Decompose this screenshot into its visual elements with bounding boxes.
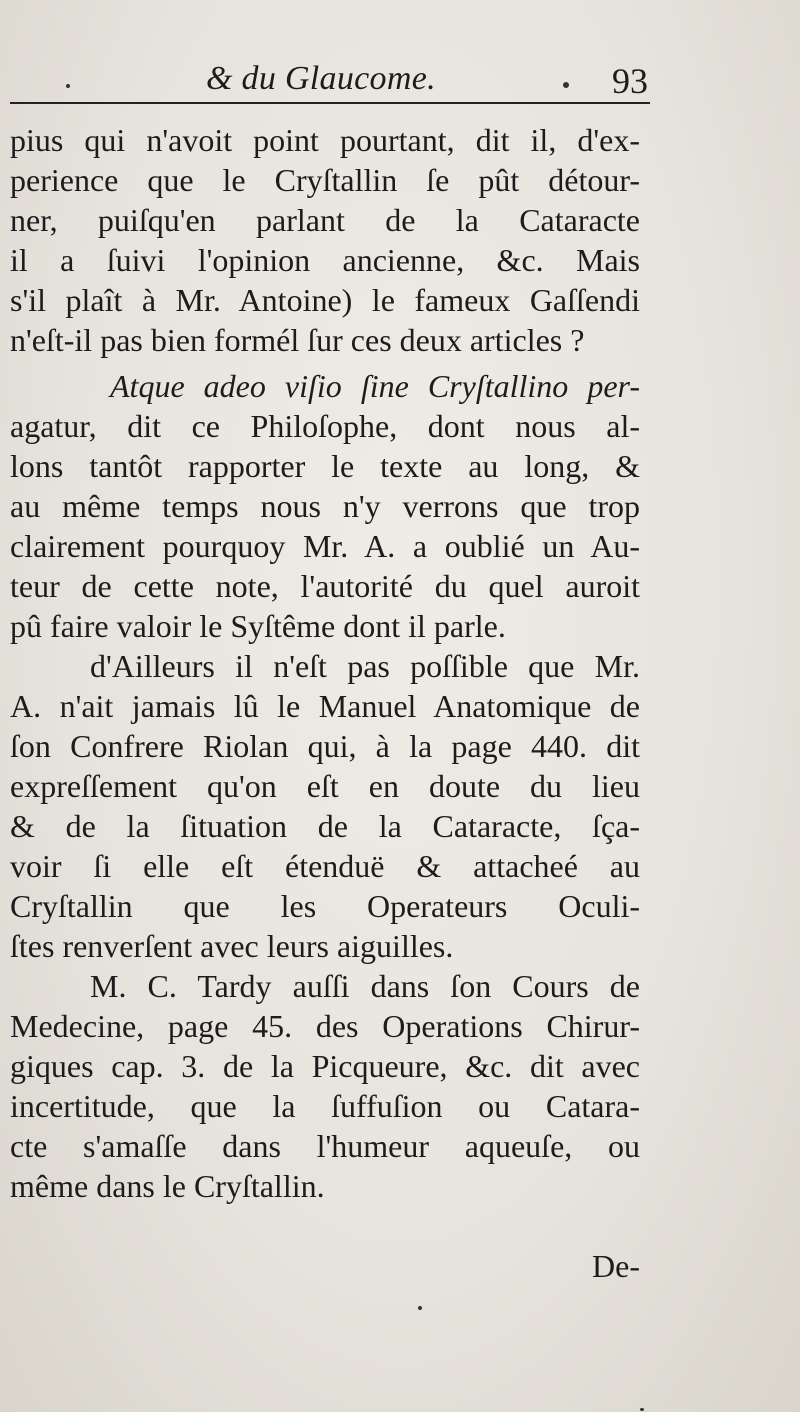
paper-speck [418,1306,422,1310]
paper-speck [563,82,569,88]
text-line: n'eſt-il pas bien formél ſur ces deux articles ? [10,322,585,358]
text-line: teur de cette note, l'autorité du quel auroit [10,568,640,604]
header-rule [10,102,650,104]
text-line: giques cap. 3. de la Picqueure, &c. dit avec [10,1048,640,1084]
text-line: s'il plaît à Mr. Antoine) le fameux Gaſſendi [10,282,640,318]
text-line: ſon Confrere Riolan qui, à la page 440. dit [10,728,640,764]
text-line: ner, puiſqu'en parlant de la Cataracte [10,202,640,238]
text-line: pû faire valoir le Syſtême dont il parle. [10,608,506,644]
text-line: d'Ailleurs il n'eſt pas poſſible que Mr. [90,648,640,684]
text-line [10,366,640,406]
text-line: lons tantôt rapporter le texte au long, & [10,448,640,484]
text-line: même dans le Cryſtallin. [10,1168,325,1204]
text-line: Cryſtallin que les Operateurs Oculi- [10,888,640,924]
text-line: voir ſi elle eſt étenduë & attacheé au [10,848,640,884]
text-line: & de la ſituation de la Cataracte, ſça- [10,808,640,844]
text-line: au même temps nous n'y verrons que trop [10,488,640,524]
text-line: clairement pourquoy Mr. A. a oublié un Au- [10,528,640,564]
latin-quote: Atque adeo viſio ſine Cryſtallino per- [110,368,640,404]
body-text [10,120,640,1206]
text-line: agatur, dit ce Philoſophe, dont nous al- [10,408,640,444]
text-line: A. n'ait jamais lû le Manuel Anatomique de [10,688,640,724]
text-line: incertitude, que la ſuffuſion ou Catara- [10,1088,640,1124]
text-line: ſtes renverſent avec leurs aiguilles. [10,928,454,964]
text-line: cte s'amaſſe dans l'humeur aqueuſe, ou [10,1128,640,1164]
running-head: & du Glaucome. [206,60,436,97]
page-header [10,58,650,108]
text-line: il a ſuivi l'opinion ancienne, &c. Mais [10,242,640,278]
text-line: M. C. Tardy auſſi dans ſon Cours de [90,968,640,1004]
text-line: Medecine, page 45. des Operations Chirur- [10,1008,640,1044]
paper-speck [640,1408,644,1411]
paper-speck [66,84,70,88]
catchword: De- [592,1248,640,1284]
text-line: expreſſement qu'on eſt en doute du lieu [10,768,640,804]
text-line: perience que le Cryſtallin ſe pût détour- [10,162,640,198]
page-number: 93 [612,61,648,101]
text-line: pius qui n'avoit point pourtant, dit il, d'ex- [10,122,640,158]
